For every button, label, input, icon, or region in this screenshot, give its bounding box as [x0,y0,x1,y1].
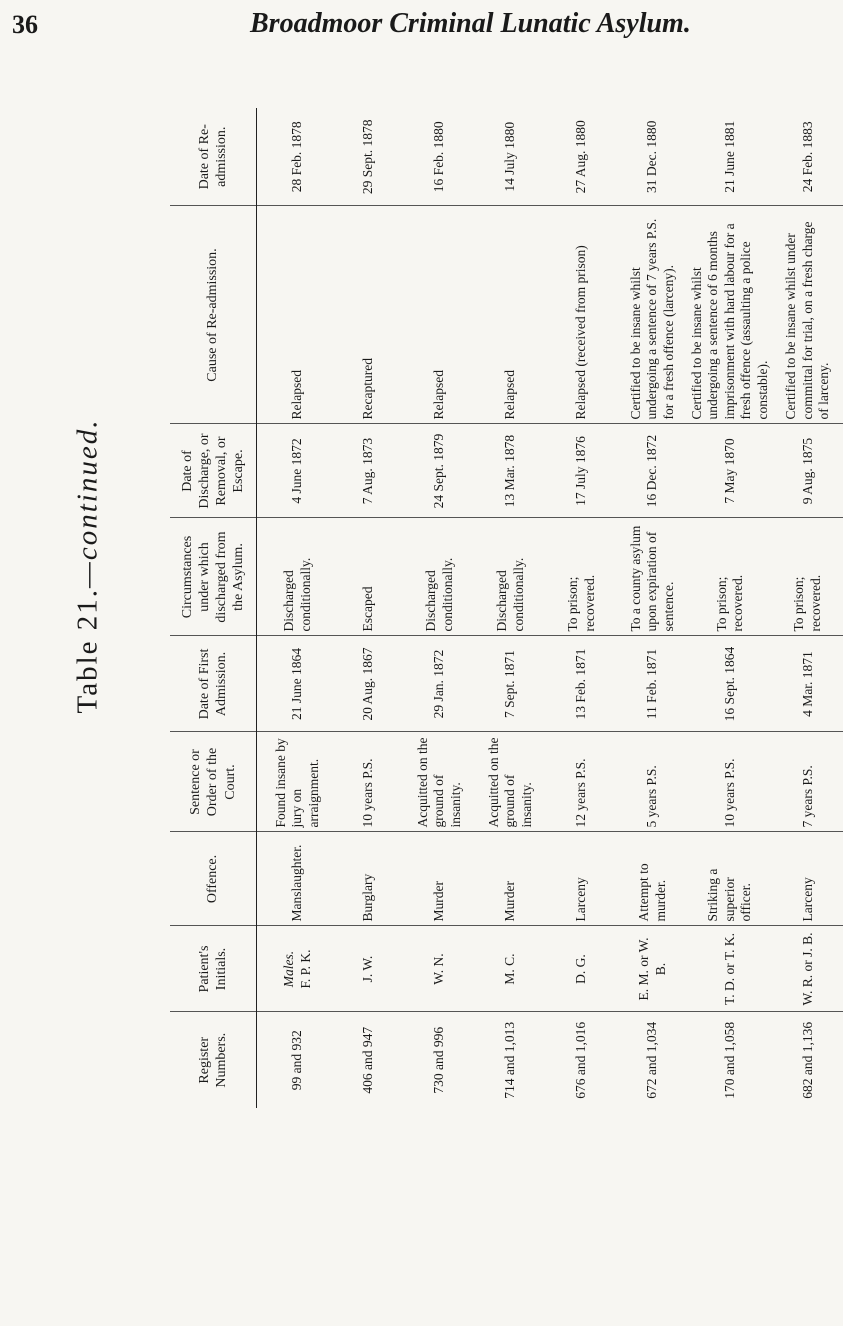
table-caption-continued: —continued. [71,418,104,588]
cell-circumstances: Discharged conditionally. [404,518,475,636]
cell-offence: Murder [404,832,475,926]
cell-first-admission: 29 Jan. 1872 [404,636,475,732]
cell-discharge-date: 16 Dec. 1872 [617,424,688,518]
cell-circumstances: To prison; recovered. [546,518,617,636]
cell-cause: Relapsed (received from prison) [546,206,617,424]
cell-register: 99 and 932 [289,1030,305,1091]
cell-initials: T. D. or T. K. [688,926,772,1012]
col-header-first-admission: Date of First Admission. [170,636,257,732]
table-row [772,108,843,1108]
cell-cause: Recaptured [333,206,404,424]
cell-readmission-date: 24 Feb. 1883 [772,108,843,206]
cell-discharge-date: 7 May 1870 [688,424,772,518]
cell-offence: Striking a superior officer. [688,832,772,926]
cell-cause: Relapsed [475,206,546,424]
cell-sentence: Found insane by jury on arraignment. [257,732,334,832]
cell-first-admission: 4 Mar. 1871 [772,636,843,732]
table-header-row [170,108,257,1108]
group-label-males: Males. [281,950,297,988]
cell-readmission-date: 31 Dec. 1880 [617,108,688,206]
cell-sentence: 7 years P.S. [772,732,843,832]
cell-circumstances: Escaped [333,518,404,636]
cell-initials: M. C. [475,926,546,1012]
table-caption-label: Table 21. [71,587,104,714]
cell-cause: Certified to be insane whilst under committal for trial, on a fresh charge of larceny. [772,206,843,424]
col-header-offence: Offence. [170,832,257,926]
cell-sentence: Acquitted on the ground of insanity. [475,732,546,832]
col-header-circumstances: Circumstances under which discharged from the Asylum. [170,518,257,636]
cell-register: 406 and 947 [360,1026,376,1094]
cell-first-admission: 11 Feb. 1871 [617,636,688,732]
cell-cause: Certified to be insane whilst undergoing a sentence of 6 months imprisonment with hard labour for a fresh offence (assaulting a police constable). [688,206,772,424]
cell-register: 730 and 996 [431,1026,447,1094]
cell-discharge-date: 4 June 1872 [257,424,334,518]
table-row [475,108,546,1108]
cell-sentence: 10 years P.S. [333,732,404,832]
cell-first-admission: 13 Feb. 1871 [546,636,617,732]
cell-discharge-date: 7 Aug. 1873 [333,424,404,518]
col-header-sentence: Sentence or Order of the Court. [170,732,257,832]
cell-discharge-date: 9 Aug. 1875 [772,424,843,518]
cell-sentence: 10 years P.S. [688,732,772,832]
cell-first-admission: 16 Sept. 1864 [688,636,772,732]
initials-text: F. P. K. [297,949,313,989]
cell-register: 672 and 1,034 [644,1021,660,1099]
cell-discharge-date: 13 Mar. 1878 [475,424,546,518]
col-header-readmission-date: Date of Re-admission. [170,108,257,206]
col-header-cause: Cause of Re-admission. [170,206,257,424]
cell-circumstances: To a county asylum upon expiration of sentence. [617,518,688,636]
cell-first-admission: 20 Aug. 1867 [333,636,404,732]
col-header-discharge-date: Date of Discharge, or Removal, or Escape. [170,424,257,518]
table-row [546,108,617,1108]
table-row [688,108,772,1108]
cell-readmission-date: 16 Feb. 1880 [404,108,475,206]
cell-circumstances: To prison; recovered. [688,518,772,636]
cell-first-admission: 7 Sept. 1871 [475,636,546,732]
table-row [257,108,334,1108]
col-header-register: Register Numbers. [170,1012,257,1108]
cell-circumstances: Discharged conditionally. [475,518,546,636]
cell-readmission-date: 28 Feb. 1878 [257,108,334,206]
cell-initials: E. M. or W. B. [617,926,688,1012]
cell-discharge-date: 17 July 1876 [546,424,617,518]
cell-register: 714 and 1,013 [502,1021,518,1099]
cell-sentence: Acquitted on the ground of insanity. [404,732,475,832]
cell-initials: D. G. [546,926,617,1012]
cell-initials: W. N. [404,926,475,1012]
cell-sentence: 5 years P.S. [617,732,688,832]
cell-readmission-date: 21 June 1881 [688,108,772,206]
cell-initials: W. R. or J. B. [772,926,843,1012]
cell-cause: Relapsed [257,206,334,424]
cell-cause: Certified to be insane whilst undergoing a sentence of 7 years P.S. for a fresh offence (larceny). [617,206,688,424]
cell-readmission-date: 29 Sept. 1878 [333,108,404,206]
rotated-table-wrapper [170,108,832,1108]
cell-discharge-date: 24 Sept. 1879 [404,424,475,518]
page-title: Broadmoor Criminal Lunatic Asylum. [250,8,691,39]
cell-offence: Larceny [546,832,617,926]
cell-offence: Manslaughter. [257,832,334,926]
table-row [404,108,475,1108]
table-row [617,108,688,1108]
page-number: 36 [12,10,38,39]
cell-register: 682 and 1,136 [799,1021,815,1099]
cell-offence: Burglary [333,832,404,926]
cell-readmission-date: 27 Aug. 1880 [546,108,617,206]
cell-circumstances: To prison; recovered. [772,518,843,636]
cell-initials: J. W. [333,926,404,1012]
table-row [333,108,404,1108]
cell-sentence: 12 years P.S. [546,732,617,832]
cell-register: 676 and 1,016 [573,1021,589,1099]
cell-offence: Attempt to murder. [617,832,688,926]
cell-circumstances: Discharged conditionally. [257,518,334,636]
cell-initials [257,926,334,1012]
table-caption [72,419,105,714]
cell-readmission-date: 14 July 1880 [475,108,546,206]
col-header-initials: Patient's Initials. [170,926,257,1012]
cell-cause: Relapsed [404,206,475,424]
cell-register: 170 and 1,058 [721,1021,737,1099]
cell-first-admission: 21 June 1864 [257,636,334,732]
cell-offence: Murder [475,832,546,926]
cell-offence: Larceny [772,832,843,926]
readmission-table [170,108,843,1108]
